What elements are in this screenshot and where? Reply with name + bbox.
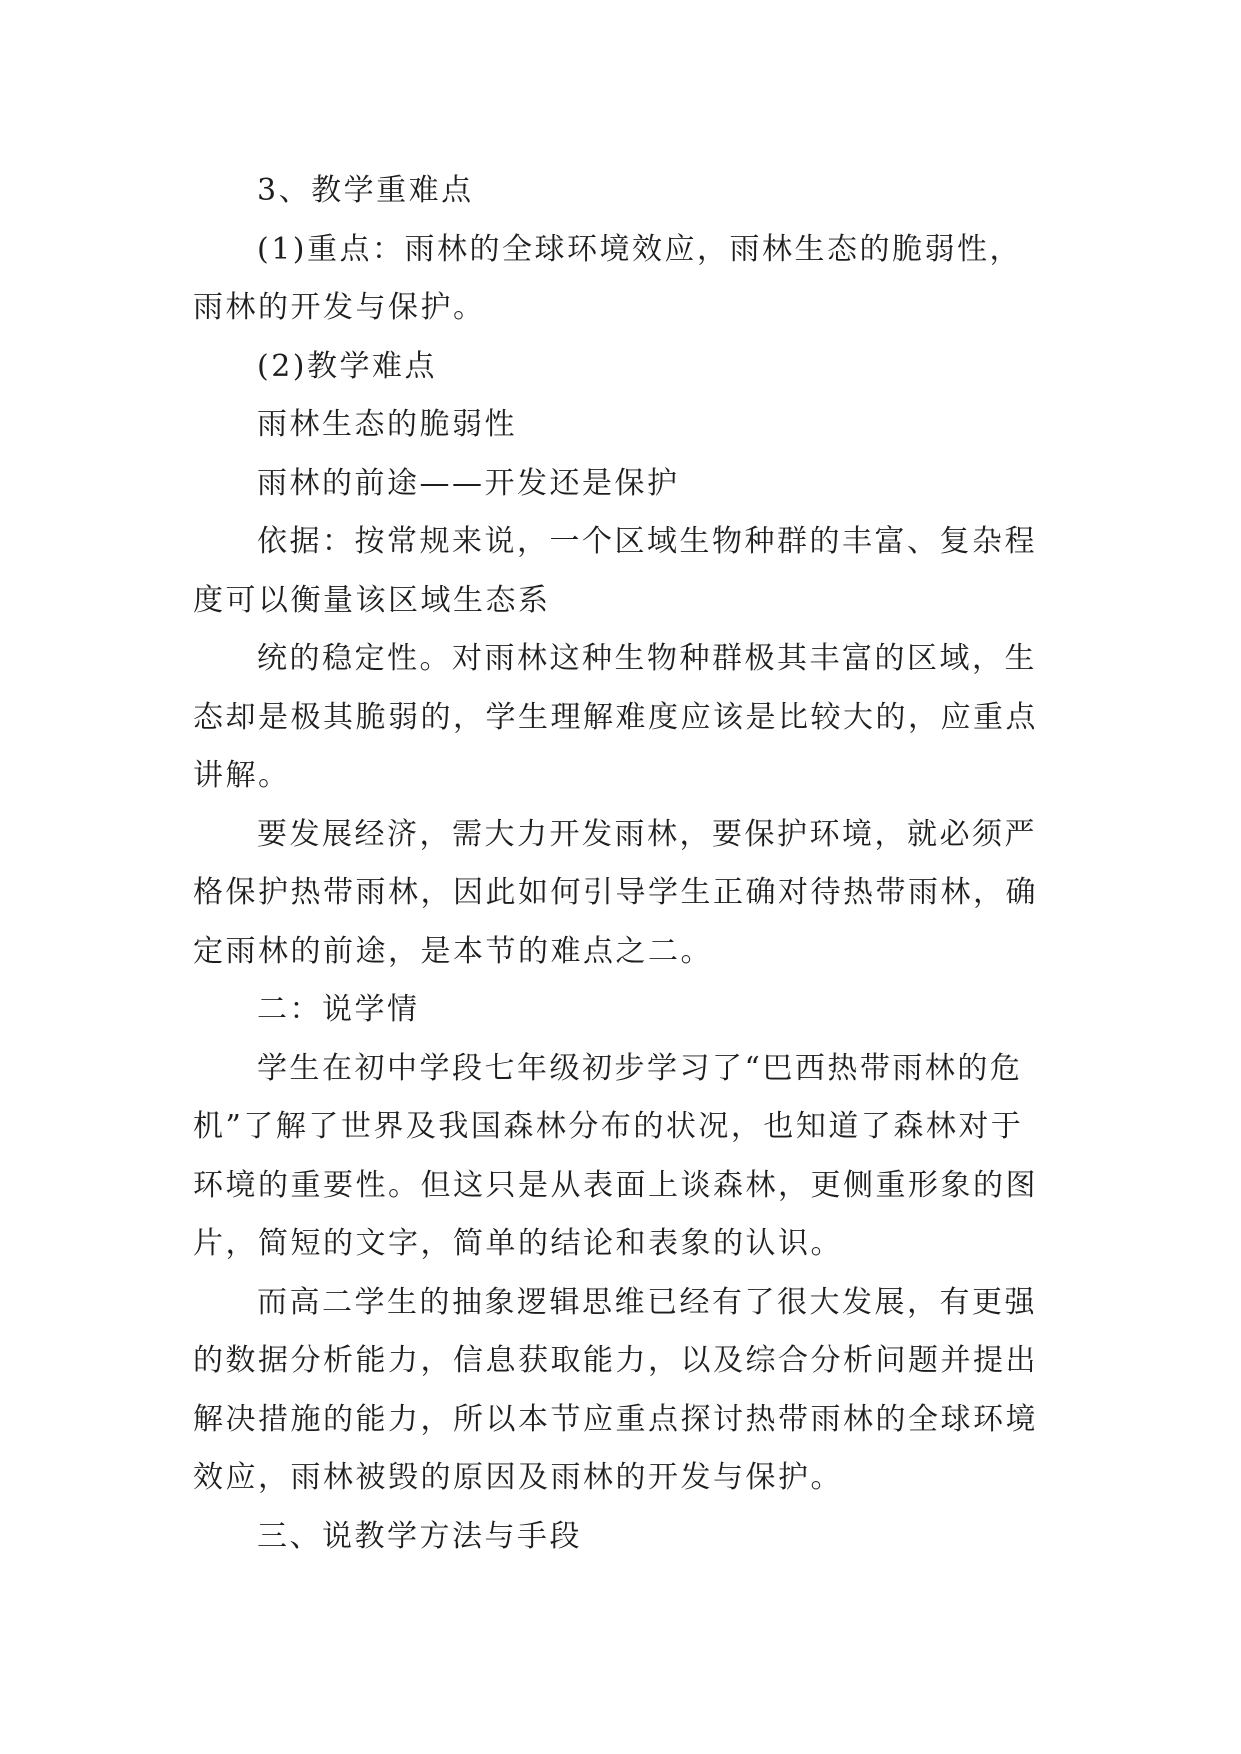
text-line: 3、教学重难点 (257, 173, 474, 208)
text-line: 的数据分析能力，信息获取能力，以及综合分析问题并提出 (193, 1343, 1038, 1378)
text-line: 片，简短的文字，简单的结论和表象的认识。 (193, 1226, 843, 1261)
text-line: 解决措施的能力，所以本节应重点探讨热带雨林的全球环境 (193, 1401, 1038, 1437)
text-line: 定雨林的前途，是本节的难点之二。 (193, 933, 713, 969)
text-line: 要发展经济，需大力开发雨林，要保护环境，就必须严 (257, 816, 1037, 852)
text-line: 学生在初中学段七年级初步学习了“巴西热带雨林的危 (257, 1050, 1023, 1086)
text-line: 讲解。 (193, 758, 291, 793)
text-line: (1)重点：雨林的全球环境效应，雨林生态的脆弱性， (257, 231, 1022, 267)
text-line: (2)教学难点 (257, 348, 437, 384)
text-line: 而高二学生的抽象逻辑思维已经有了很大发展，有更强 (257, 1284, 1037, 1320)
text-line: 机”了解了世界及我国森林分布的状况，也知道了森林对于 (193, 1109, 1024, 1144)
text-line: 格保护热带雨林，因此如何引导学生正确对待热带雨林，确 (193, 875, 1038, 910)
section-heading: 三、说教学方法与手段 (257, 1518, 582, 1554)
text-line: 环境的重要性。但这只是从表面上谈森林，更侧重形象的图 (193, 1167, 1038, 1203)
document-body (193, 162, 1051, 1566)
text-line: 效应，雨林被毁的原因及雨林的开发与保护。 (193, 1460, 843, 1495)
text-line: 依据：按常规来说，一个区域生物种群的丰富、复杂程 (257, 524, 1037, 559)
text-line: 雨林的开发与保护。 (193, 290, 486, 325)
text-line: 雨林生态的脆弱性 (257, 407, 517, 442)
text-line: 统的稳定性。对雨林这种生物种群极其丰富的区域，生 (257, 641, 1037, 676)
text-line: 度可以衡量该区域生态系 (193, 582, 551, 618)
section-heading: 二：说学情 (257, 992, 420, 1027)
text-line: 雨林的前途——开发还是保护 (257, 465, 680, 501)
text-line: 态却是极其脆弱的，学生理解难度应该是比较大的，应重点 (193, 699, 1038, 735)
